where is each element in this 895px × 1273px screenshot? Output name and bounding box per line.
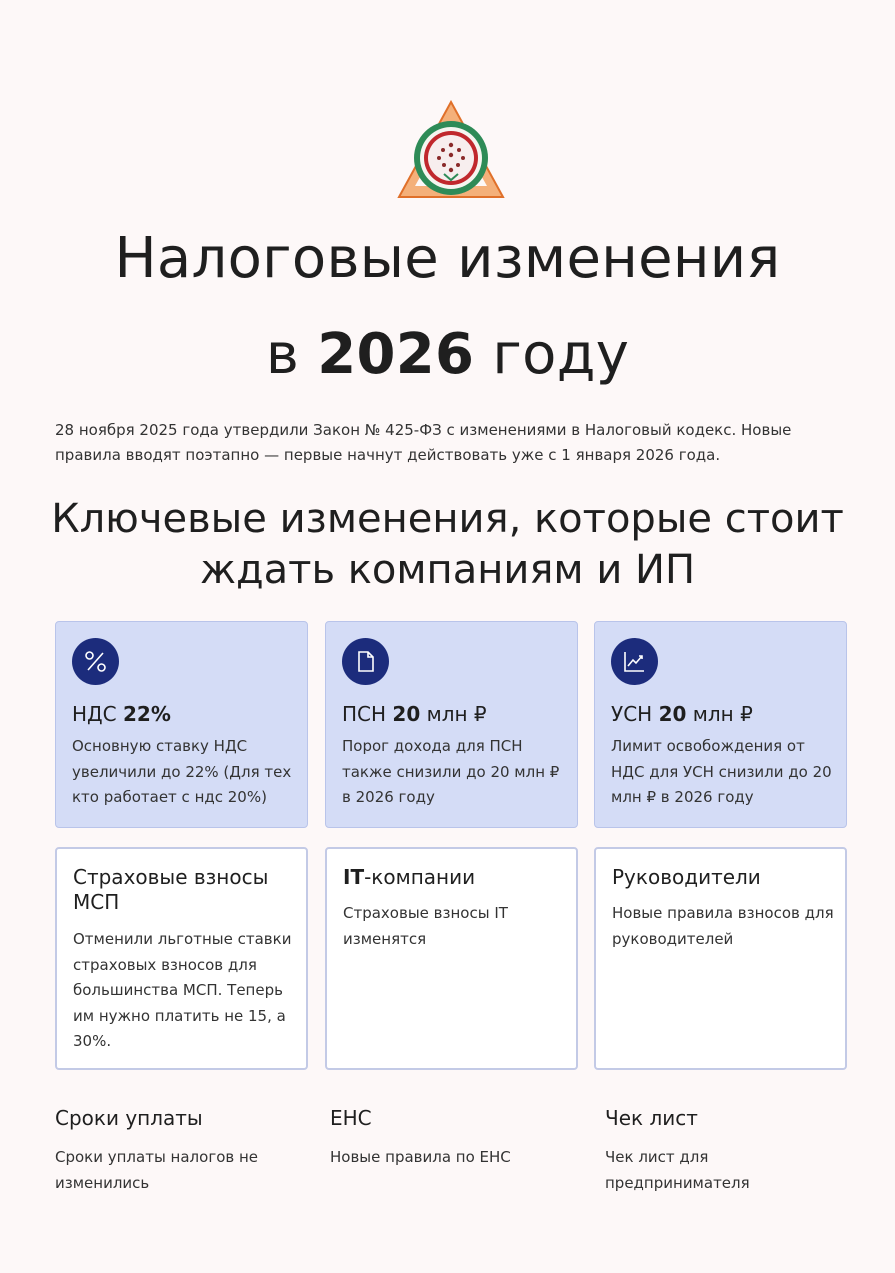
section-heading: Ключевые изменения, которые стоит ждать компаниям и ИП bbox=[51, 496, 844, 593]
page-title-line1: Налоговые изменения bbox=[114, 226, 781, 291]
card-managers bbox=[594, 847, 847, 1070]
card-psn bbox=[325, 621, 578, 828]
section-text: Новые правила по ЕНС bbox=[330, 1148, 511, 1166]
card-title: Страховые взносы МСП bbox=[73, 865, 269, 914]
percent-icon bbox=[72, 638, 119, 685]
section-title: ЕНС bbox=[330, 1106, 372, 1130]
page-title-line2: в 2026 году bbox=[265, 322, 630, 387]
document-icon bbox=[342, 638, 389, 685]
card-it-companies bbox=[325, 847, 578, 1070]
card-text: Отменили льготные ставки страховых взносов для большинства МСП. Теперь им нужно платить не 15, а 30%. bbox=[73, 930, 292, 1050]
card-text: Лимит освобождения от НДС для УСН снизили до 20 млн ₽ в 2026 году bbox=[611, 737, 832, 806]
card-text: Страховые взносы IT изменятся bbox=[343, 904, 508, 948]
card-vat bbox=[55, 621, 308, 828]
card-title: УСН 20 млн ₽ bbox=[611, 702, 753, 726]
chart-line-icon bbox=[611, 638, 658, 685]
title-year: 2026 bbox=[317, 322, 475, 387]
section-text: Сроки уплаты налогов не изменились bbox=[55, 1148, 259, 1192]
section-text: Чек лист для предпринимателя bbox=[605, 1148, 750, 1192]
card-title: ПСН 20 млн ₽ bbox=[342, 702, 487, 726]
card-text: Новые правила взносов для руководителей bbox=[612, 904, 834, 948]
card-title: Руководители bbox=[612, 865, 761, 889]
card-text: Основную ставку НДС увеличили до 22% (Для тех кто работает с ндс 20%) bbox=[72, 737, 292, 806]
section-title: Чек лист bbox=[605, 1106, 698, 1130]
section-title: Сроки уплаты bbox=[55, 1106, 203, 1130]
card-insurance-sme bbox=[55, 847, 308, 1070]
section-ens bbox=[330, 1104, 570, 1171]
card-title: НДС 22% bbox=[72, 702, 171, 726]
section-checklist bbox=[605, 1104, 845, 1196]
card-usn bbox=[594, 621, 847, 828]
card-title: IT-компании bbox=[343, 865, 476, 889]
section-payment-deadlines bbox=[55, 1104, 295, 1196]
tax-emblem-logo bbox=[397, 100, 505, 200]
intro-paragraph: 28 ноября 2025 года утвердили Закон № 425-ФЗ с изменениями в Налоговый кодекс. Новые правила вводят поэтапно — первые начнут действовать уже с 1 января 2026 года. bbox=[55, 421, 792, 464]
card-text: Порог дохода для ПСН также снизили до 20 млн ₽ в 2026 году bbox=[342, 737, 560, 806]
